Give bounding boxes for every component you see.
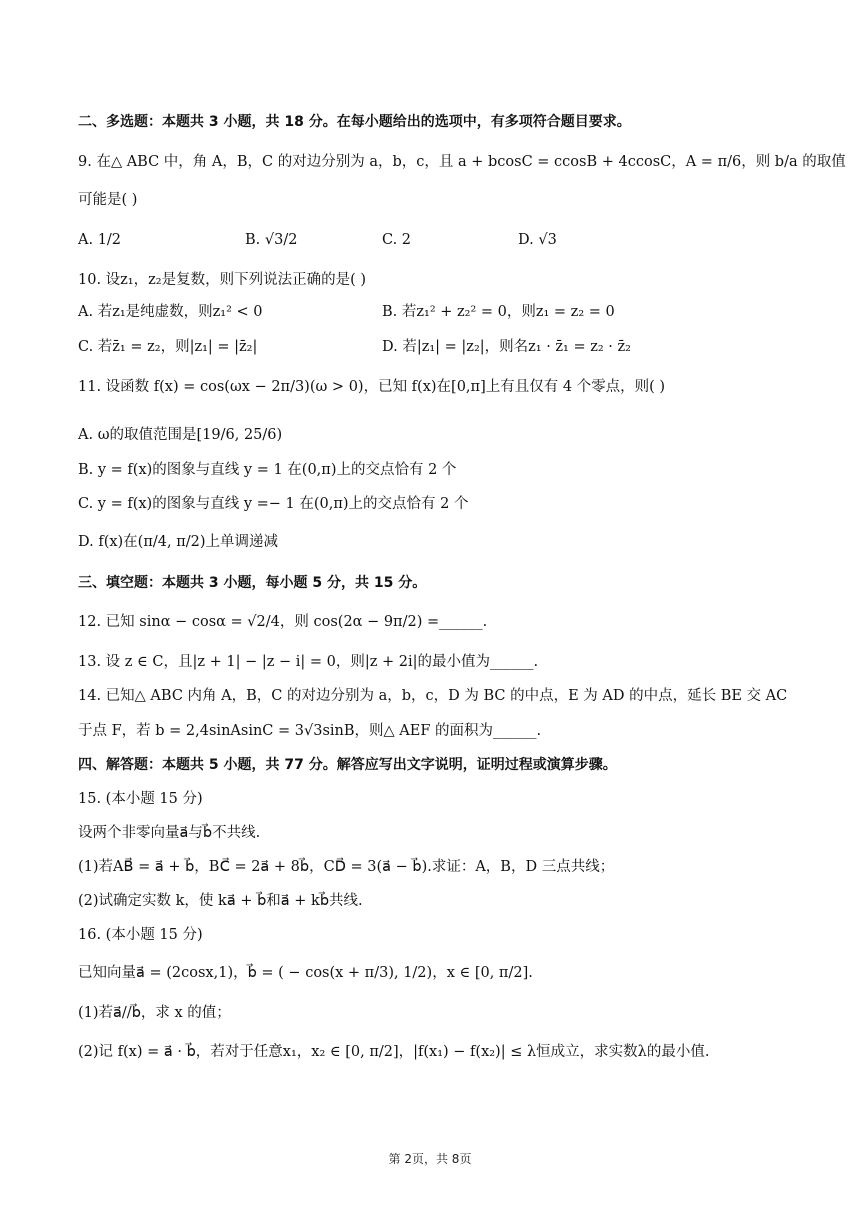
q16-intro: 已知向量a⃗ = (2cosx,1)，b⃗ = ( − cos(x + π/3), 1/2)，x ∈ [0, π/2]. <box>78 965 533 981</box>
page-footer: 第 2页，共 8页 <box>388 1152 472 1166</box>
q11-option-b: B. y = f(x)的图象与直线 y = 1 在(0,π)上的交点恰有 2 个 <box>78 462 457 478</box>
q10-option-b: B. 若z₁² + z₂² = 0，则z₁ = z₂ = 0 <box>382 304 615 320</box>
q11-option-a: A. ω的取值范围是[19/6, 25/6) <box>78 427 283 443</box>
q9-option-d: D. √3 <box>518 232 557 248</box>
q9-stem-line1: 9. 在△ ABC 中，角 A，B，C 的对边分别为 a，b，c，且 a + bcosC = ccosB + 4ccosC，A = π/6，则 b/a 的取值 <box>78 154 846 170</box>
q16-title: 16. (本小题 15 分) <box>78 927 203 943</box>
q12-text: 12. 已知 sinα − cosα = √2/4，则 cos(2α − 9π/2) =______. <box>78 614 488 630</box>
section-2-heading: 二、多选题：本题共 3 小题，共 18 分。在每小题给出的选项中，有多项符合题目要求。 <box>78 114 631 130</box>
q14-line2: 于点 F，若 b = 2,4sinAsinC = 3√3sinB，则△ AEF 的面积为______. <box>78 723 542 739</box>
q11-stem: 11. 设函数 f(x) = cos(ωx − 2π/3)(ω > 0)，已知 f(x)在[0,π]上有且仅有 4 个零点，则( ) <box>78 379 666 395</box>
section-3-heading: 三、填空题：本题共 3 小题，每小题 5 分，共 15 分。 <box>78 575 427 591</box>
q10-option-a: A. 若z₁是纯虚数，则z₁² < 0 <box>78 304 263 320</box>
q16-part2: (2)记 f(x) = a⃗ · b⃗，若对于任意x₁，x₂ ∈ [0, π/2]，|f(x₁) − f(x₂)| ≤ λ恒成立，求实数λ的最小值. <box>78 1044 710 1060</box>
q15-part2: (2)试确定实数 k，使 ka⃗ + b⃗和a⃗ + kb⃗共线. <box>78 893 363 909</box>
q9-option-c: C. 2 <box>382 232 412 248</box>
section-4-heading: 四、解答题：本题共 5 小题，共 77 分。解答应写出文字说明，证明过程或演算步骤。 <box>78 757 617 773</box>
q9-stem-line2: 可能是( ) <box>78 192 138 208</box>
q9-option-a: A. 1/2 <box>78 232 122 248</box>
q11-option-c: C. y = f(x)的图象与直线 y =− 1 在(0,π)上的交点恰有 2 个 <box>78 496 469 512</box>
q11-option-d: D. f(x)在(π/4, π/2)上单调递减 <box>78 534 278 550</box>
q10-option-c: C. 若z̄₁ = z₂，则|z₁| = |z̄₂| <box>78 339 258 355</box>
q10-option-d: D. 若|z₁| = |z₂|，则名z₁ · z̄₁ = z₂ · z̄₂ <box>382 339 631 355</box>
q14-line1: 14. 已知△ ABC 内角 A，B，C 的对边分别为 a，b，c，D 为 BC 的中点，E 为 AD 的中点，延长 BE 交 AC <box>78 688 788 704</box>
q13-text: 13. 设 z ∈ C，且|z + 1| − |z − i| = 0，则|z + 2i|的最小值为______. <box>78 654 539 670</box>
q15-title: 15. (本小题 15 分) <box>78 791 203 807</box>
q15-part1: (1)若AB⃗ = a⃗ + b⃗，BC⃗ = 2a⃗ + 8b⃗，CD⃗ = 3(a⃗ − b⃗).求证：A，B，D 三点共线； <box>78 859 615 875</box>
q16-part1: (1)若a⃗//b⃗，求 x 的值； <box>78 1005 231 1021</box>
q9-option-b: B. √3/2 <box>245 232 298 248</box>
q15-intro: 设两个非零向量a⃗与b⃗不共线. <box>78 825 261 841</box>
q10-stem: 10. 设z₁，z₂是复数，则下列说法正确的是( ) <box>78 272 366 288</box>
